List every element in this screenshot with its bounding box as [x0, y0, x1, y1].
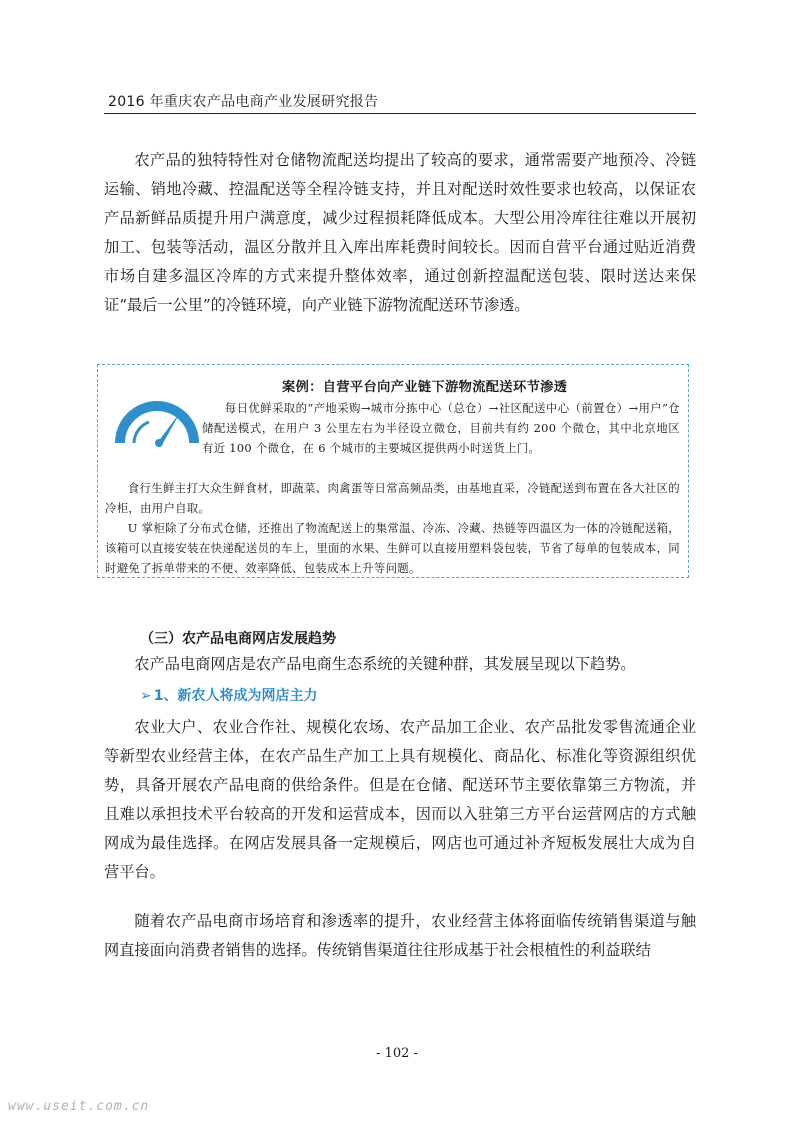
page-number: - 102 - — [376, 1046, 418, 1061]
paragraph-sales-channels: 随着农产品电商市场培育和渗透率的提升，农业经营主体将面临传统销售渠道与触网直接面向消费者销售的选择。传统销售渠道往往形成基于社会根植性的利益联结 — [104, 912, 696, 959]
section-heading: （三）农产品电商网店发展趋势 — [140, 631, 336, 647]
case-title: 案例：自营平台向产业链下游物流配送环节渗透 — [282, 380, 568, 395]
paragraph-intro: 农产品电商网店是农产品电商生态系统的关键种群，其发展呈现以下趋势。 — [134, 655, 636, 673]
running-header: 2016 年重庆农产品电商产业发展研究报告 — [108, 94, 379, 110]
case-paragraph-missfresh: 每日优鲜采取的“产地采购→城市分拣中心（总仓）→社区配送中心（前置仓）→用户”仓储配送模式，在用户 3 公里左右为半径设立微仓，目前共有约 200 个微仓，其中北京地区有近 100 个微仓，在 6 个城市的主要城区提供两小时送货上门。 — [202, 401, 680, 455]
arrow-bullet-icon: ➢ — [140, 688, 152, 704]
paragraph-new-farmers: 农业大户、农业合作社、规模化农场、农产品加工企业、农产品批发零售流通企业等新型农业经营主体，在农产品生产加工上具有规模化、商品化、标准化等资源组织优势，具备开展农产品电商的供给条件。但是在仓储、配送环节主要依靠第三方物流，并且难以承担技术平台较高的开发和运营成本，因而以入驻第三方平台运营网店的方式触网成为最佳选择。在网店发展具备一定规模后，网店也可通过补齐短板发展壮大成为自营平台。 — [104, 718, 696, 881]
subsection-heading — [140, 685, 317, 705]
subsection-title: 1、新农人将成为网店主力 — [153, 688, 318, 704]
paragraph-cold-chain: 农产品的独特特性对仓储物流配送均提出了较高的要求，通常需要产地预冷、冷链运输、销地冷藏、控温配送等全程冷链支持，并且对配送时效性要求也较高，以保证农产品新鲜品质提升用户满意度，减少过程损耗降低成本。大型公用冷库往往难以开展初加工、包装等活动，温区分散并且入库出库耗费时间较长。因而自营平台通过贴近消费市场自建多温区冷库的方式来提升整体效率，通过创新控温配送包装、限时送达来保证“最后一公里”的冷链环境，向产业链下游物流配送环节渗透。 — [104, 151, 696, 314]
header-rule — [104, 113, 696, 114]
watermark: www.useit.com.cn — [8, 1099, 150, 1114]
case-paragraph-uzhanggui: U 掌柜除了分布式仓储，还推出了物流配送上的集常温、冷冻、冷藏、热链等四温区为一体的冷链配送箱，该箱可以直接安装在快递配送员的车上，里面的水果、生鲜可以直接用塑料袋包装，节省了每单的包装成本，同时避免了拆单带来的不便、效率降低、包装成本上升等问题。 — [105, 521, 680, 575]
case-paragraph-shihang: 食行生鲜主打大众生鲜食材，即蔬菜、肉禽蛋等日常高频品类，由基地直采，冷链配送到布置在各大社区的冷柜，由用户自取。 — [105, 481, 680, 515]
case-box — [97, 364, 689, 578]
speedometer-icon — [112, 393, 202, 447]
